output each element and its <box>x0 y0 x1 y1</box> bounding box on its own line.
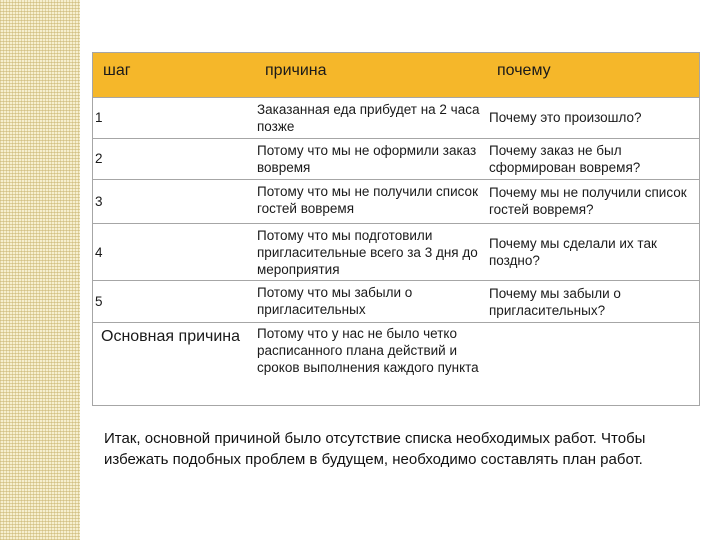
header-why: почему <box>497 62 551 79</box>
table-row <box>93 180 699 223</box>
cause-cell: Потому что мы подготовили пригласительные всего за 3 дня до мероприятия <box>251 223 483 281</box>
why-cell: Почему мы сделали их так поздно? <box>483 223 699 281</box>
step-cell: 4 <box>93 223 251 281</box>
step-cell: 3 <box>93 180 251 223</box>
five-whys-table <box>92 52 700 406</box>
table-header-row <box>93 53 699 97</box>
header-step: шаг <box>103 62 131 79</box>
why-cell: Почему мы забыли о пригласительных? <box>483 281 699 322</box>
why-cell: Почему это произошло? <box>483 97 699 138</box>
cause-cell: Потому что мы не получили список гостей вовремя <box>251 180 483 223</box>
root-cause-label: Основная причина <box>93 322 251 405</box>
table-row <box>93 138 699 179</box>
cause-cell: Потому что мы не оформили заказ вовремя <box>251 138 483 179</box>
root-cause-cell: Потому что у нас не было четко расписанного плана действий и сроков выполнения каждого пункта <box>251 322 483 405</box>
table-row <box>93 97 699 138</box>
step-cell: 2 <box>93 138 251 179</box>
why-cell: Почему заказ не был сформирован вовремя? <box>483 138 699 179</box>
step-cell: 1 <box>93 97 251 138</box>
table-row <box>93 223 699 281</box>
decorative-side-stripe <box>0 0 80 540</box>
conclusion-text: Итак, основной причиной было отсутствие списка необходимых работ. Чтобы избежать подобных проблем в будущем, необходимо составлять план работ. <box>104 430 646 468</box>
header-cause: причина <box>265 62 327 79</box>
cause-cell: Потому что мы забыли о пригласительных <box>251 281 483 322</box>
step-cell: 5 <box>93 281 251 322</box>
table-row <box>93 281 699 322</box>
why-cell <box>483 322 699 405</box>
table-row-root-cause <box>93 322 699 405</box>
cause-cell: Заказанная еда прибудет на 2 часа позже <box>251 97 483 138</box>
why-cell: Почему мы не получили список гостей вовремя? <box>483 180 699 223</box>
